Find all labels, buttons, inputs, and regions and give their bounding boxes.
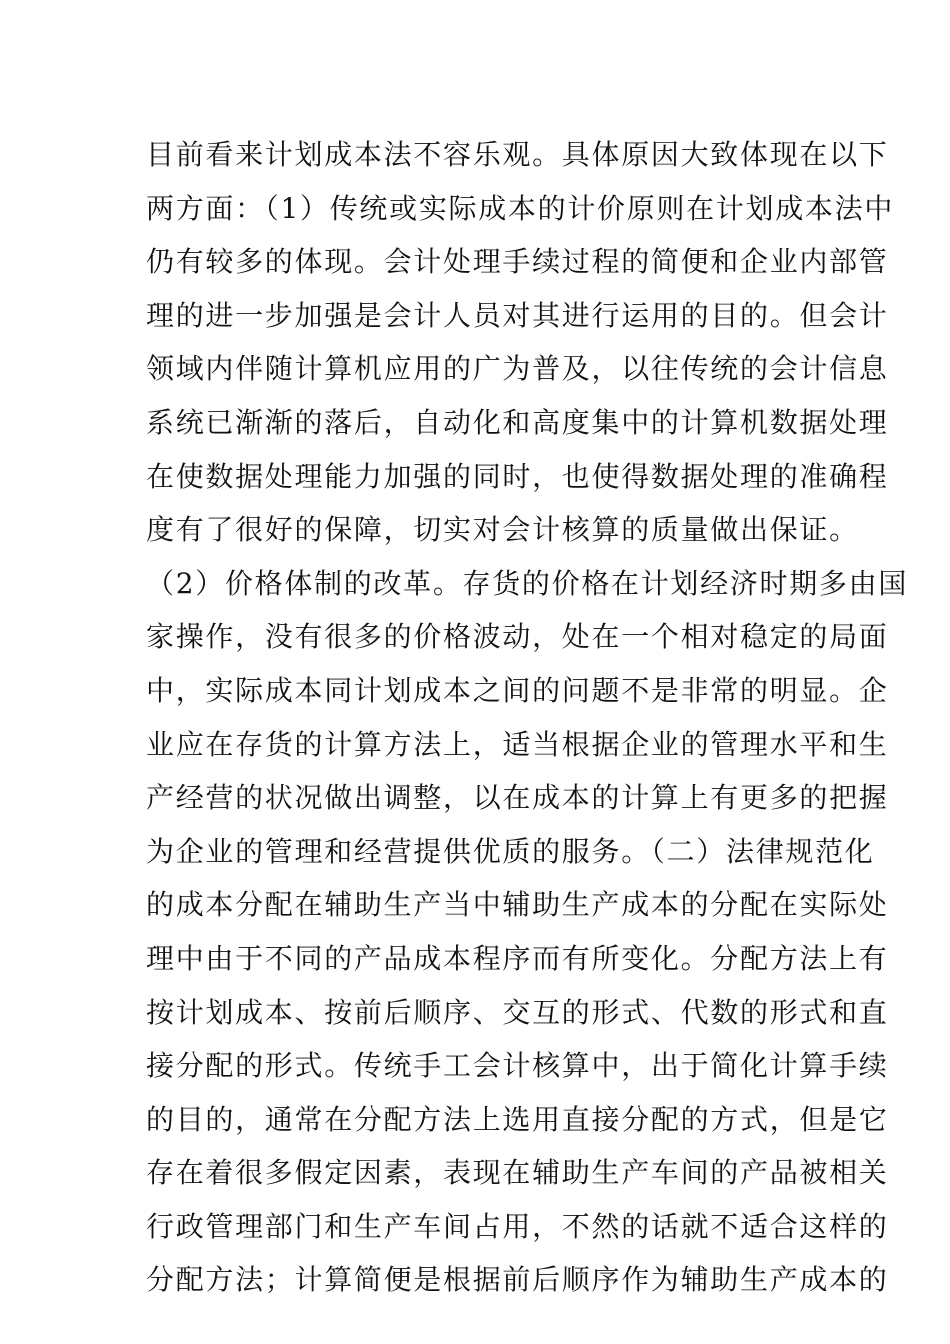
- text-line-22: 分配方法；计算简便是根据前后顺序作为辅助生产成本的: [146, 1263, 889, 1297]
- text-line-19: 的目的，通常在分配方法上选用直接分配的方式，但是它: [146, 1102, 889, 1136]
- text-line-14: 为企业的管理和经营提供优质的服务。（二）法律规范化: [146, 834, 875, 868]
- text-line-12: 业应在存货的计算方法上，适当根据企业的管理水平和生: [146, 727, 889, 761]
- text-line-3: 仍有较多的体现。会计处理手续过程的简便和企业内部管: [146, 245, 889, 279]
- text-line-16: 理中由于不同的产品成本程序而有所变化。分配方法上有: [146, 941, 889, 975]
- text-line-21: 行政管理部门和生产车间占用，不然的话就不适合这样的: [146, 1209, 889, 1243]
- text-line-1: 目前看来计划成本法不容乐观。具体原因大致体现在以下: [146, 138, 889, 171]
- text-line-20: 存在着很多假定因素，表现在辅助生产车间的产品被相关: [146, 1156, 889, 1190]
- text-line-8: 度有了很好的保障，切实对会计核算的质量做出保证。: [146, 513, 859, 547]
- text-line-4: 理的进一步加强是会计人员对其进行运用的目的。但会计: [146, 298, 889, 332]
- text-line-6: 系统已渐渐的落后，自动化和高度集中的计算机数据处理: [146, 405, 889, 439]
- text-line-13: 产经营的状况做出调整，以在成本的计算上有更多的把握: [146, 781, 889, 815]
- text-line-5: 领域内伴随计算机应用的广为普及，以往传统的会计信息: [146, 352, 889, 386]
- text-line-11: 中，实际成本同计划成本之间的问题不是非常的明显。企: [146, 673, 889, 707]
- text-line-10: 家操作，没有很多的价格波动，处在一个相对稳定的局面: [146, 620, 889, 654]
- text-line-15: 的成本分配在辅助生产当中辅助生产成本的分配在实际处: [146, 888, 889, 922]
- text-line-7: 在使数据处理能力加强的同时，也使得数据处理的准确程: [146, 459, 889, 493]
- text-line-2: 两方面：（1）传统或实际成本的计价原则在计划成本法中: [146, 191, 895, 225]
- text-line-18: 接分配的形式。传统手工会计核算中，出于简化计算手续: [146, 1049, 889, 1083]
- text-line-17: 按计划成本、按前后顺序、交互的形式、代数的形式和直: [146, 995, 889, 1029]
- body-text: [146, 128, 909, 1307]
- text-line-9: （2）价格体制的改革。存货的价格在计划经济时期多由国: [146, 566, 909, 600]
